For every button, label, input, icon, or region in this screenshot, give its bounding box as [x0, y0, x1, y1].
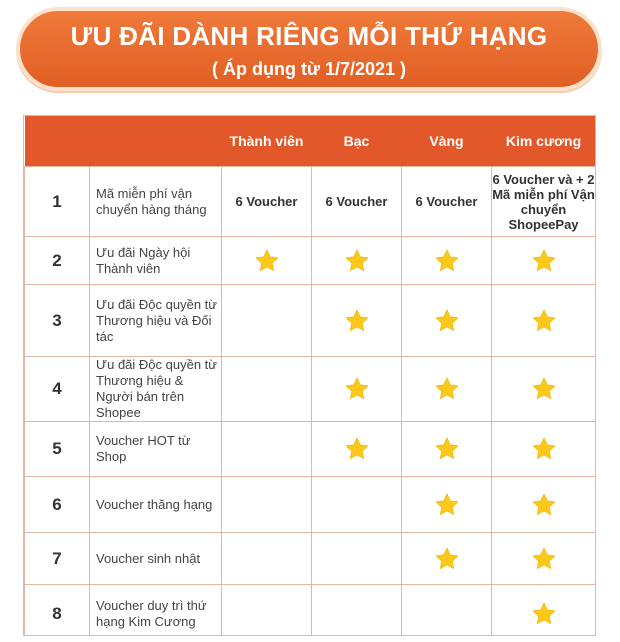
table-body — [25, 167, 596, 637]
benefit-value: 6 Voucher — [222, 167, 312, 237]
row-number: 6 — [25, 477, 90, 533]
table-row — [25, 585, 596, 637]
star-icon — [312, 285, 402, 357]
star-icon — [402, 237, 492, 285]
star-icon — [402, 477, 492, 533]
table-row — [25, 477, 596, 533]
empty-cell — [222, 585, 312, 637]
star-icon — [402, 422, 492, 477]
row-number: 3 — [25, 285, 90, 357]
empty-cell — [222, 477, 312, 533]
row-number: 8 — [25, 585, 90, 637]
table-header-row — [25, 116, 596, 167]
header-kim-cuong: Kim cương — [492, 116, 596, 167]
star-icon — [312, 422, 402, 477]
empty-cell — [312, 477, 402, 533]
star-icon — [492, 585, 596, 637]
row-number: 2 — [25, 237, 90, 285]
benefit-label: Voucher thăng hạng — [90, 477, 222, 533]
page-subtitle: ( Áp dụng từ 1/7/2021 ) — [211, 59, 407, 79]
star-icon — [492, 422, 596, 477]
header-bac: Bạc — [312, 116, 402, 167]
row-number: 7 — [25, 533, 90, 585]
header-vang: Vàng — [402, 116, 492, 167]
benefit-value: 6 Voucher và + 2 Mã miễn phí Vận chuyển ShopeePay — [492, 167, 596, 237]
row-number: 5 — [25, 422, 90, 477]
star-icon — [222, 237, 312, 285]
empty-cell — [402, 585, 492, 637]
empty-cell — [312, 585, 402, 637]
benefit-label: Voucher duy trì thứ hạng Kim Cương — [90, 585, 222, 637]
star-icon — [312, 357, 402, 422]
header-num — [25, 116, 90, 167]
table-row — [25, 237, 596, 285]
benefits-table — [23, 115, 596, 636]
star-icon — [492, 285, 596, 357]
row-number: 4 — [25, 357, 90, 422]
empty-cell — [312, 533, 402, 585]
star-icon — [492, 533, 596, 585]
star-icon — [492, 357, 596, 422]
header-benefit — [90, 116, 222, 167]
benefit-label: Voucher sinh nhật — [90, 533, 222, 585]
star-icon — [402, 533, 492, 585]
star-icon — [492, 237, 596, 285]
table-row — [25, 357, 596, 422]
star-icon — [402, 285, 492, 357]
empty-cell — [222, 285, 312, 357]
benefit-label: Ưu đãi Độc quyền từ Thương hiệu & Người bán trên Shopee — [90, 357, 222, 422]
star-icon — [492, 477, 596, 533]
header-thanh-vien: Thành viên — [222, 116, 312, 167]
benefit-value: 6 Voucher — [402, 167, 492, 237]
row-number: 1 — [25, 167, 90, 237]
empty-cell — [222, 533, 312, 585]
table-row — [25, 533, 596, 585]
benefit-label: Voucher HOT từ Shop — [90, 422, 222, 477]
empty-cell — [222, 357, 312, 422]
benefit-value: 6 Voucher — [312, 167, 402, 237]
table-row — [25, 167, 596, 237]
benefit-label: Ưu đãi Ngày hội Thành viên — [90, 237, 222, 285]
table-row — [25, 285, 596, 357]
benefit-label: Mã miễn phí vận chuyển hàng tháng — [90, 167, 222, 237]
star-icon — [402, 357, 492, 422]
empty-cell — [222, 422, 312, 477]
table-row — [25, 422, 596, 477]
title-banner — [16, 7, 602, 91]
page-title: ƯU ĐÃI DÀNH RIÊNG MỖI THỨ HẠNG — [70, 21, 548, 51]
star-icon — [312, 237, 402, 285]
benefit-label: Ưu đãi Độc quyền từ Thương hiệu và Đối tác — [90, 285, 222, 357]
